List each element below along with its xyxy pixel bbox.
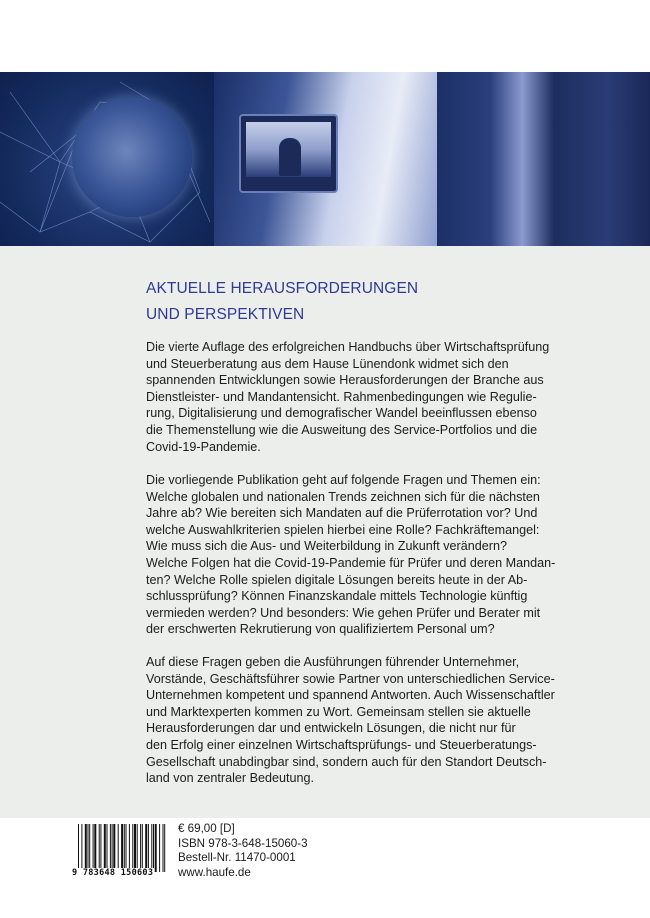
barcode-bar xyxy=(118,824,119,872)
barcode-bar xyxy=(155,824,157,872)
barcode-bar xyxy=(163,824,164,872)
cover-heading xyxy=(146,276,418,328)
back-cover-content xyxy=(0,246,650,818)
barcode-bar xyxy=(112,824,113,872)
isbn: ISBN 978-3-648-15060-3 xyxy=(178,836,308,850)
heading-line-1: AKTUELLE HERAUSFORDERUNGEN xyxy=(146,280,419,297)
barcode-bar xyxy=(124,824,125,872)
barcode-bar xyxy=(100,824,101,872)
barcode-bar xyxy=(148,824,149,872)
barcode-bar xyxy=(89,824,90,872)
barcode-bar xyxy=(85,824,87,872)
laptop-screen xyxy=(246,122,331,177)
barcode-bar xyxy=(142,824,143,872)
globe-network-photo xyxy=(0,72,214,246)
price: € 69,00 [D] xyxy=(178,822,235,835)
barcode-bar xyxy=(164,824,165,872)
paragraph-questions: Die vorliegende Publikation geht auf folgende Fragen und Themen ein: Welche globalen und nationalen Trends zeichnen sich für die nächsten Jahre ab? Wie bereiten sich Mandaten auf die Prüferrotation vor? Und welche Auswahlkriterien spielen hierbei eine Rolle? Fachkräftemangel: Wie muss sich die Aus- und Weiterbildung in Zukunft verändern? Welche Folgen hat die Covid-19-Pandemie für Prüfer und deren Mandan- ten? Welche Rolle spielen digitale Lösungen bereits heute in der Ab- schlussprüfung? Können Finanzskandale mittels Technologie künftig vermieden werden? Und besonders: Wie gehen Prüfer und Berater mit der erschwerten Rekrutierung von qualifiziertem Personal um? xyxy=(146,473,556,637)
barcode-bar xyxy=(132,824,133,872)
barcode-bar xyxy=(140,824,141,872)
order-number: Bestell-Nr. 11470-0001 xyxy=(178,851,296,864)
business-team-photo xyxy=(437,72,650,246)
barcode-bar xyxy=(107,824,108,872)
barcode-bar xyxy=(104,824,106,872)
person-on-screen xyxy=(279,138,301,176)
barcode-bar xyxy=(110,824,111,872)
barcode-bar xyxy=(145,824,147,872)
barcode-bar xyxy=(129,824,130,872)
website-link[interactable]: www.haufe.de xyxy=(178,865,251,879)
barcode-bar xyxy=(121,824,123,872)
barcode-bar xyxy=(88,824,89,872)
barcode-bar xyxy=(137,824,138,872)
barcode-digits: 9 783648 150603 xyxy=(72,868,154,878)
barcode-bar xyxy=(159,824,160,872)
globe-graphic xyxy=(72,97,192,217)
paragraph-intro: Die vierte Auflage des erfolgreichen Handbuchs über Wirtschaftsprüfung und Steuerberatung aus dem Hause Lünendonk widmet sich den spannenden Entwicklungen sowie Herausforderungen der Branche aus Dienstleister- und Mandantensicht. Rahmenbedingungen wie Regulie- rung, Digitalisierung und demografischer Wandel beeinflussen ebenso die Themenstellung wie die Ausweitung des Service-Portfolios und die Covid-19-Pandemie. xyxy=(146,340,550,454)
barcode-bar xyxy=(113,824,115,872)
heading-line-2: UND PERSPEKTIVEN xyxy=(146,306,305,323)
photo-strip xyxy=(0,72,650,246)
barcode-bar xyxy=(153,824,154,872)
barcode-bar xyxy=(99,824,100,872)
barcode-bar xyxy=(94,824,96,872)
barcode-bar xyxy=(151,824,152,872)
laptop-graphic xyxy=(239,114,338,193)
barcode-bar xyxy=(93,824,94,872)
book-info xyxy=(178,822,308,880)
footer xyxy=(0,818,650,918)
paragraph-answers: Auf diese Fragen geben die Ausführungen führender Unternehmer, Vorstände, Geschäftsführer sowie Partner von unterschiedlichen Service- Unternehmen kompetent und spannend Antworten. Auch Wissenschaftler und Marktexperten kommen zu Wort. Gemeinsam stellen sie aktuelle Herausforderungen dar und entwickeln Lösungen, die nicht nur für den Erfolg einer einzelnen Wirtschaftsprüfungs- und Steuerberatungs- Gesellschaft unabdingbar sind, sondern auch für den Standort Deutsch- land von zentraler Bedeutung. xyxy=(146,655,555,786)
barcode-bar xyxy=(126,824,127,872)
video-call-photo xyxy=(214,72,437,246)
barcode-bar xyxy=(134,824,136,872)
